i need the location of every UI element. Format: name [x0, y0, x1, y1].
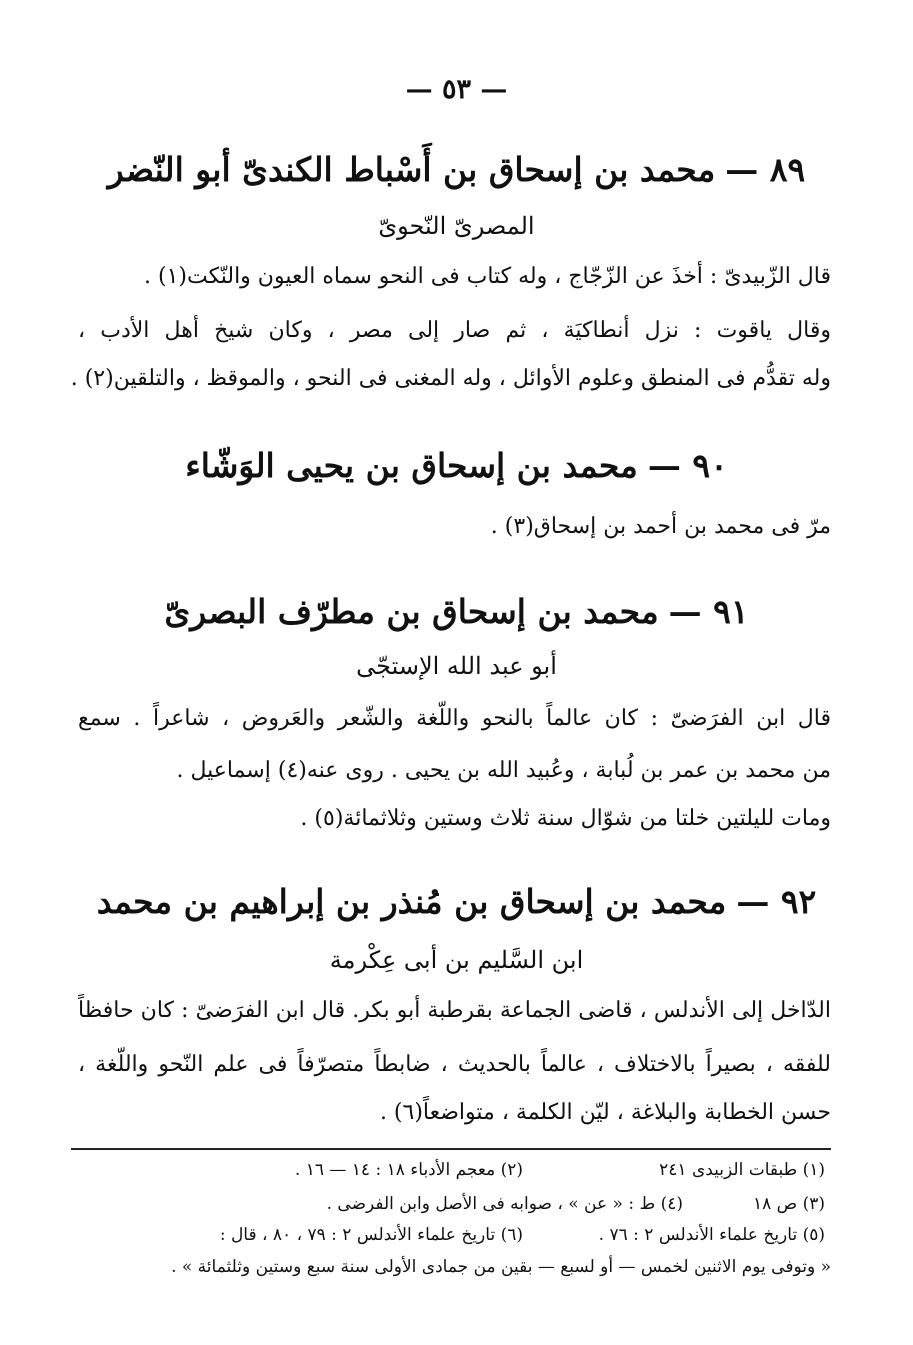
entry-91-line-3: ومات لليلتين خلتا من شوّال سنة ثلاث وستين وثلاثمائة(٥) .	[300, 806, 831, 831]
entry-92-line-1: الدّاخل إلى الأندلس ، قاضى الجماعة بقرطبة أبو بكر. قال ابن الفرَضىّ : كان حافظاً	[78, 998, 831, 1023]
entry-91-line-2: من محمد بن عمر بن لُبابة ، وعُبيد الله بن يحيى . روى عنه(٤) إسماعيل .	[176, 758, 831, 783]
entry-92-title: محمد بن إسحاق بن مُنذر بن إبراهيم بن محمد	[96, 882, 727, 921]
footnote-3: (٣) ص ١٨	[752, 1194, 825, 1214]
footnote-6-continuation: « وتوفى يوم الاثنين لخمس — أو لسبع — بقين من جمادى الأولى سنة سبع وستين وثلثمائة » .	[171, 1257, 831, 1277]
page-number: — ٥٣ —	[405, 74, 508, 105]
entry-90-line-1: مرّ فى محمد بن أحمد بن إسحاق(٣) .	[490, 514, 831, 539]
entry-92-number: ٩٢ —	[736, 882, 817, 921]
entry-92-line-2: للفقه ، بصيراً بالاختلاف ، عالماً بالحديث ، ضابطاً متصرّفاً فى علم النّحو واللّغة ،	[78, 1052, 831, 1077]
footnote-separator	[71, 1148, 831, 1150]
entry-89-subtitle: المصرىّ النّحوىّ	[378, 212, 535, 240]
entry-90-heading	[60, 446, 853, 485]
entry-91-subtitle: أبو عبد الله الإستجّى	[356, 652, 557, 680]
entry-89-heading	[60, 150, 853, 189]
entry-92-heading	[60, 882, 853, 921]
footnote-5: (٥) تاريخ علماء الأندلس ٢ : ٧٦ .	[598, 1225, 825, 1245]
entry-92-line-3: حسن الخطابة والبلاغة ، ليّن الكلمة ، متواضعاً(٦) .	[379, 1100, 831, 1125]
entry-91-number: ٩١ —	[668, 592, 749, 631]
entry-90-title: محمد بن إسحاق بن يحيى الوَشّاء	[185, 446, 638, 485]
footnote-4: (٤) ط : « عن » ، صوابه فى الأصل وابن الفرضى .	[326, 1194, 683, 1214]
entry-89-line-1: قال الزّبيدىّ : أخذَ عن الزّجّاج ، وله كتاب فى النحو سماه العيون والنّكت(١) .	[143, 264, 831, 289]
entry-89-line-2: وقال ياقوت : نزل أنطاكيَة ، ثم صار إلى مصر ، وكان شيخ أهل الأدب ،	[78, 318, 831, 343]
entry-90-number: ٩٠ —	[647, 446, 728, 485]
entry-92-subtitle: ابن السَّليم بن أبى عِكْرمة	[329, 946, 584, 974]
entry-91-line-1: قال ابن الفرَضىّ : كان عالماً بالنحو واللّغة والشّعر والعَروض ، شاعراً . سمع	[78, 706, 831, 731]
entry-91-heading	[60, 592, 853, 631]
footnote-1: (١) طبقات الزبيدى ٢٤١	[659, 1160, 825, 1180]
entry-89-title: محمد بن إسحاق بن أَسْباط الكندىّ أبو النّضر	[107, 150, 716, 189]
entry-91-title: محمد بن إسحاق بن مطرّف البصرىّ	[164, 592, 659, 631]
entry-89-number: ٨٩ —	[725, 150, 806, 189]
footnote-6: (٦) تاريخ علماء الأندلس ٢ : ٧٩ ، ٨٠ ، قال :	[219, 1225, 523, 1245]
entry-89-line-3: وله تقدُّم فى المنطق وعلوم الأوائل ، وله المغنى فى النحو ، والموقظ ، والتلقين(٢) .	[70, 366, 831, 391]
footnote-2: (٢) معجم الأدباء ١٨ : ١٤ — ١٦ .	[294, 1160, 523, 1180]
